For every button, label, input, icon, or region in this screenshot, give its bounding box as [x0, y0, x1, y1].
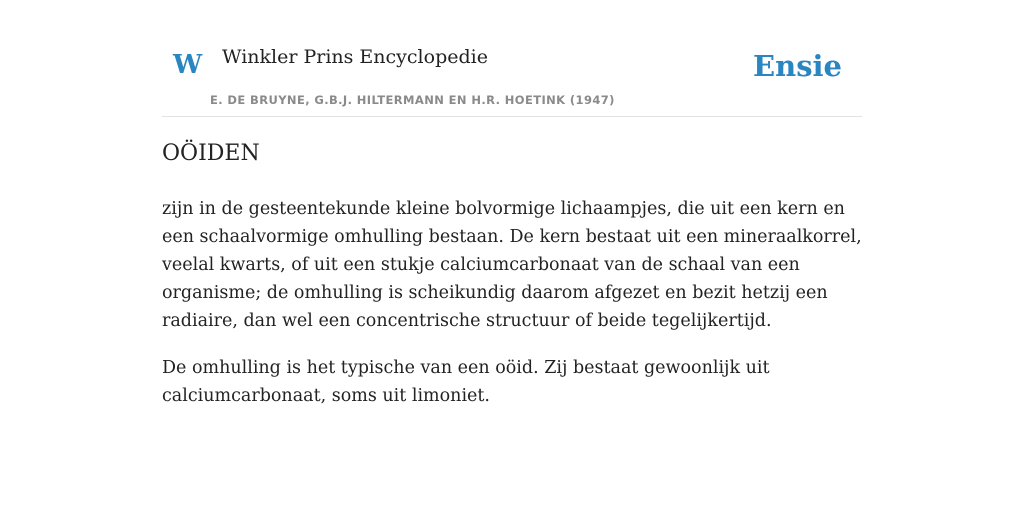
source-authors: E. DE BRUYNE, G.B.J. HILTERMANN EN H.R. HOETINK (1947)	[210, 93, 615, 107]
entry-paragraph: zijn in de gesteentekunde kleine bolvormige lichaampjes, die uit een kern en een schaalvormige omhulling bestaan. De kern bestaat uit een mineraalkorrel, veelal kwarts, of uit een stukje calciumcarbonaat van de schaal van een organisme; de omhulling is scheikundig daarom afgezet en bezit hetzij een radiaire, dan wel een concentrische structuur of beide tegelijkertijd.	[162, 198, 862, 331]
winkler-prins-logo[interactable]: W	[173, 50, 203, 80]
ensie-logo[interactable]: Ensie	[753, 49, 842, 83]
entry-headword: OÖIDEN	[162, 141, 260, 166]
entry-content	[162, 140, 862, 429]
source-header	[162, 0, 862, 117]
entry-paragraph: De omhulling is het typische van een oöid. Zij bestaat gewoonlijk uit calciumcarbonaat, soms uit limoniet.	[162, 357, 770, 406]
source-title[interactable]: Winkler Prins Encyclopedie	[222, 46, 488, 68]
